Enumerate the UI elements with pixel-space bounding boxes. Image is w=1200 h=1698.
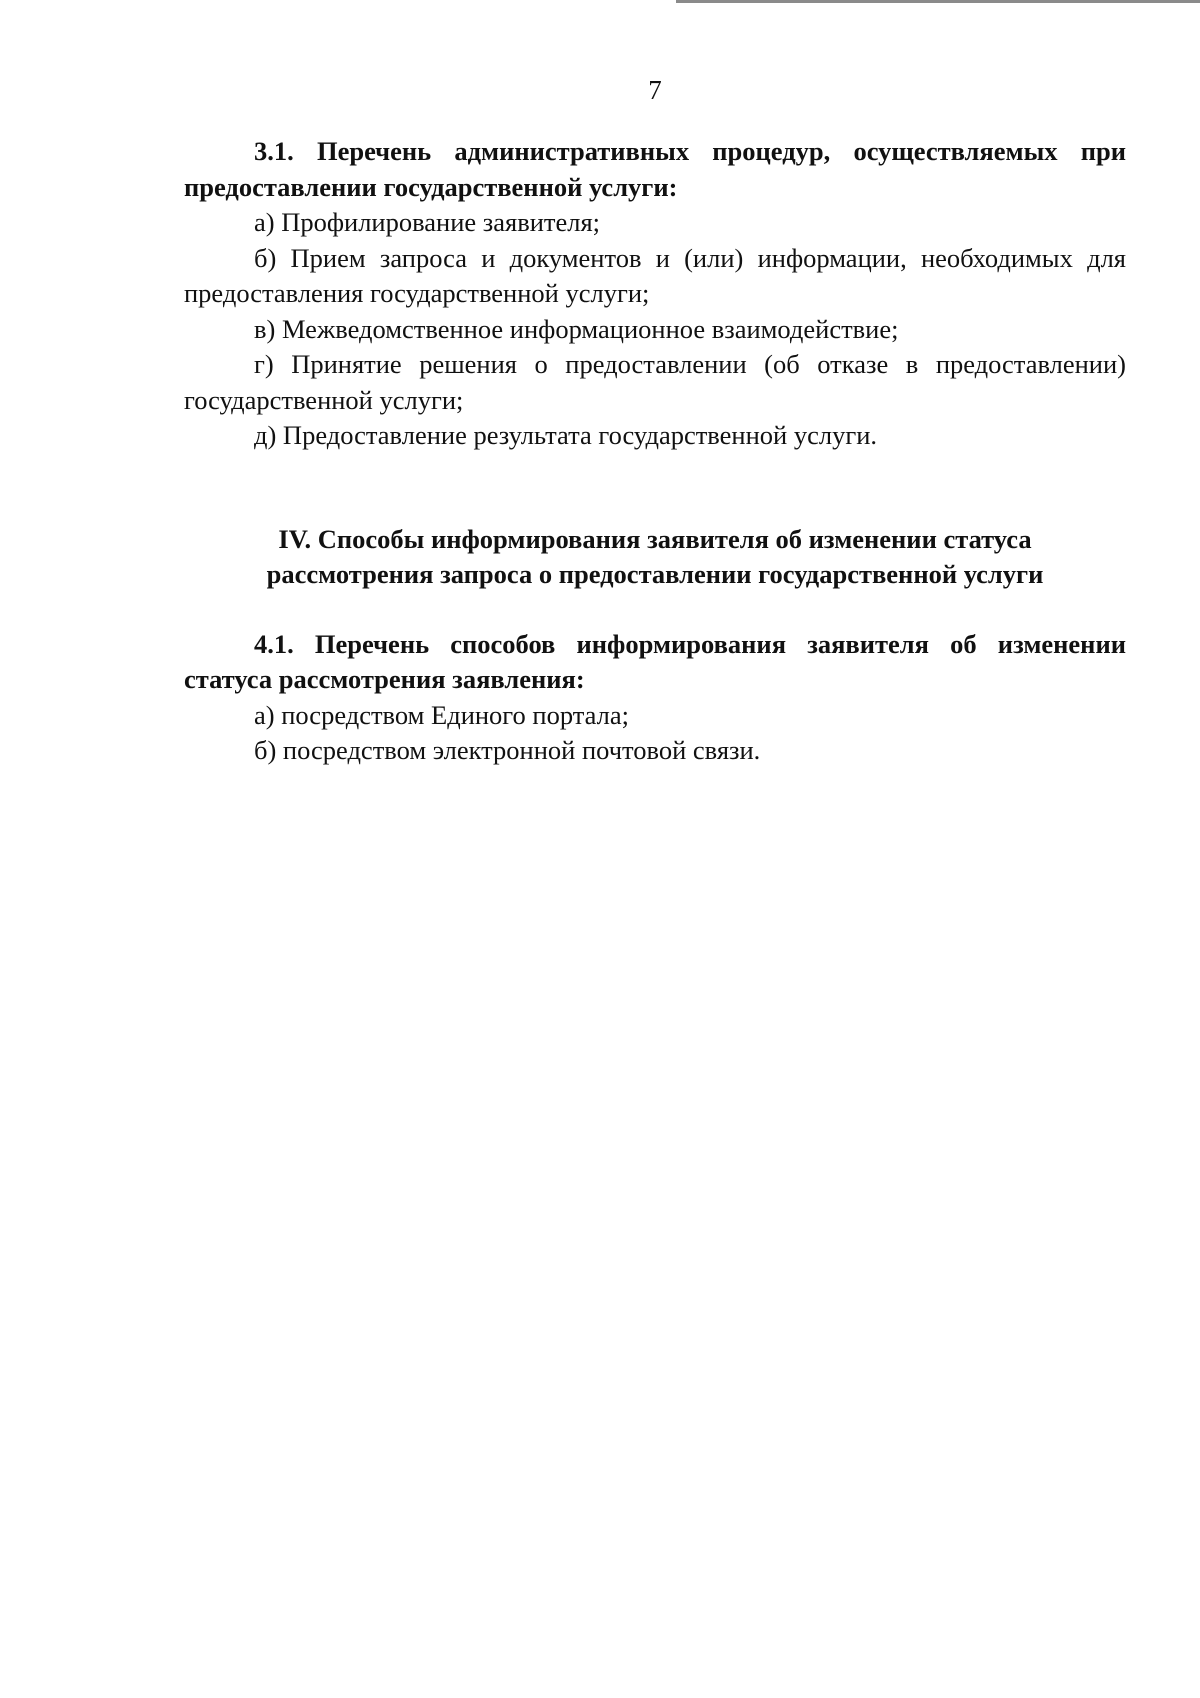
section-4-title-line-1: IV. Способы информирования заявителя об изменении статуса xyxy=(278,523,1032,554)
list-item: в) Межведомственное информационное взаимодействие; xyxy=(254,313,899,344)
section-3-1-heading: 3.1. Перечень административных процедур, осуществляемых при предоставлении государственной услуги: xyxy=(184,136,1126,202)
list-item: г) Принятие решения о предоставлении (об отказе в предоставлении) государственной услуги; xyxy=(184,349,1126,415)
scan-edge-line xyxy=(676,0,1200,3)
list-item: б) Прием запроса и документов и (или) информации, необходимых для предоставления государственной услуги; xyxy=(184,242,1126,308)
document-body xyxy=(184,134,1126,769)
page-number: 7 xyxy=(648,75,662,105)
list-item: б) посредством электронной почтовой связи. xyxy=(254,735,761,765)
section-4-1-heading: 4.1. Перечень способов информирования заявителя об изменении статуса рассмотрения заявления: xyxy=(184,628,1126,694)
list-item: д) Предоставление результата государственной услуги. xyxy=(254,420,878,450)
list-item: а) посредством Единого портала; xyxy=(254,699,629,730)
list-item: а) Профилирование заявителя; xyxy=(254,207,601,237)
section-4-title-line-2: рассмотрения запроса о предоставлении государственной услуги xyxy=(266,559,1044,589)
